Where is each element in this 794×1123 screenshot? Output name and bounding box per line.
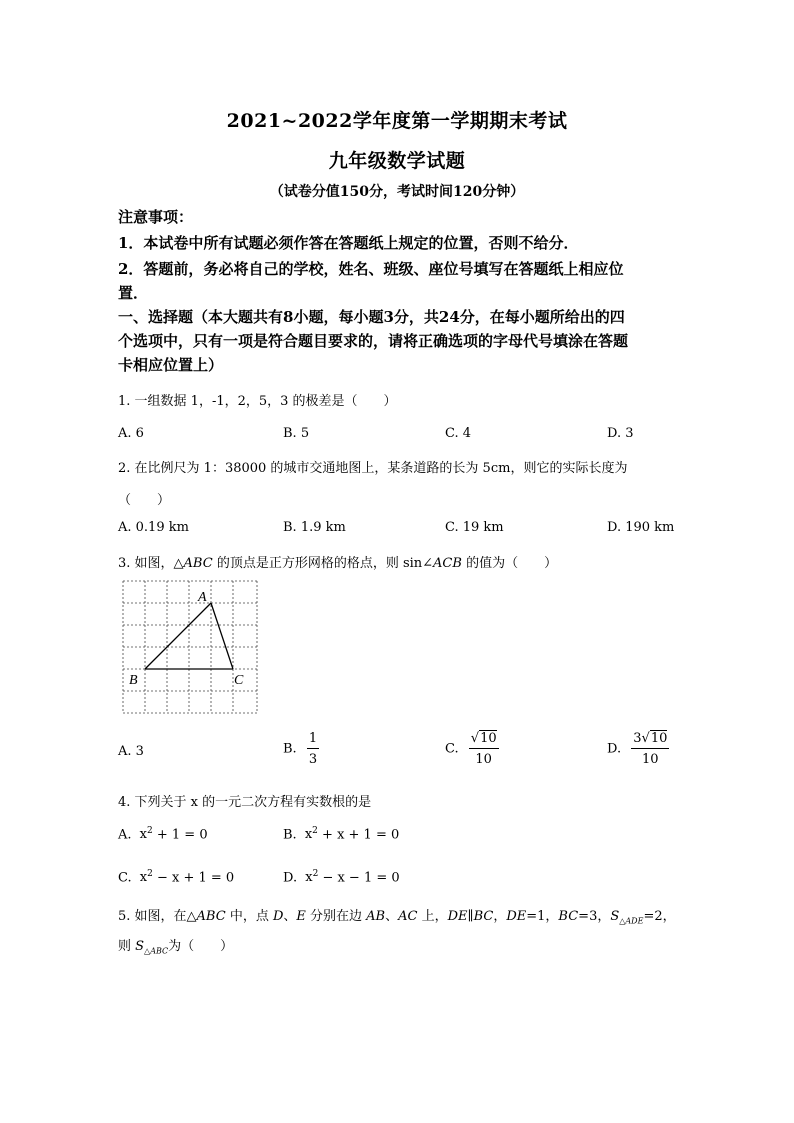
page-subtitle: 九年级数学试题 xyxy=(328,150,466,172)
q3-option-b: B. $\frac{1}{3}$ xyxy=(283,731,318,767)
q4-stem: 4. 下列关于 x 的一元二次方程有实数根的是 xyxy=(118,795,372,810)
exam-note: （试卷分值150分，考试时间120分钟） xyxy=(269,184,525,200)
q4-option-b: B. $x^2 + x + 1 = 0$ xyxy=(283,826,400,843)
q4-option-a: A. $x^2 + 1 = 0$ xyxy=(118,826,208,843)
q2-option-d: D. 190 km xyxy=(607,520,675,535)
q5-stem-line2: 则 $S_{\triangle ABC}$为（ ） xyxy=(118,939,234,956)
notice-item-2-line2: 置． xyxy=(118,284,149,302)
q3-option-c: C. $\frac{√10}{10}$ xyxy=(445,731,497,767)
q1-stem: 1. 一组数据 1，-1，2，5，3 的极差是（ ） xyxy=(118,394,397,409)
section-1-line2: 个选项中，只有一项是符合题目要求的，请将正确选项的字母代号填涂在答题 xyxy=(118,332,629,350)
q3-stem: 3. 如图，△ABC 的顶点是正方形网格的格点，则 sin∠ACB 的值为（ ） xyxy=(118,556,558,571)
section-1-line1: 一、选择题（本大题共有8小题，每小题3分，共24分，在每小题所给出的四 xyxy=(118,308,625,326)
q3-grid-lines xyxy=(123,581,257,713)
q4-option-d: D. $x^2 - x - 1 = 0$ xyxy=(283,869,400,886)
q3-triangle xyxy=(145,603,233,669)
notice-heading: 注意事项： xyxy=(118,208,194,226)
q5-stem-line1: 5. 如图，在△ABC 中，点 D、E 分别在边 AB、AC 上，DE∥BC，DE=1，BC=3，$S_{\triangle ADE}=2$， xyxy=(118,909,676,926)
q2-option-c: C. 19 km xyxy=(445,520,504,535)
q1-option-c: C. 4 xyxy=(445,426,472,441)
notice-item-1: 1．本试卷中所有试题必须作答在答题纸上规定的位置，否则不给分． xyxy=(118,234,579,252)
q4-option-c: C. $x^2 - x + 1 = 0$ xyxy=(118,869,235,886)
q1-option-a: A. 6 xyxy=(118,426,144,441)
q2-option-b: B. 1.9 km xyxy=(283,520,346,535)
notice-item-2-line1: 2．答题前，务必将自己的学校，姓名、班级、座位号填写在答题纸上相应位 xyxy=(118,260,624,278)
page-title: 2021~2022学年度第一学期期末考试 xyxy=(226,110,568,132)
q2-stem-line2: （ ） xyxy=(118,493,171,508)
q1-option-b: B. 5 xyxy=(283,426,310,441)
q2-option-a: A. 0.19 km xyxy=(118,520,189,535)
q3-option-a: A. 3 xyxy=(118,744,144,759)
q3-label-c: C xyxy=(234,673,244,688)
q3-grid-figure xyxy=(118,576,264,716)
q3-label-b: B xyxy=(129,673,138,688)
q3-option-d: D. $\frac{3√10}{10}$ xyxy=(607,731,668,767)
q3-label-a: A xyxy=(198,590,207,605)
section-1-line3: 卡相应位置上） xyxy=(118,356,224,374)
q1-option-d: D. 3 xyxy=(607,426,634,441)
q2-stem-line1: 2. 在比例尺为 1：38000 的城市交通地图上，某条道路的长为 5cm，则它的实际长度为 xyxy=(118,461,628,476)
